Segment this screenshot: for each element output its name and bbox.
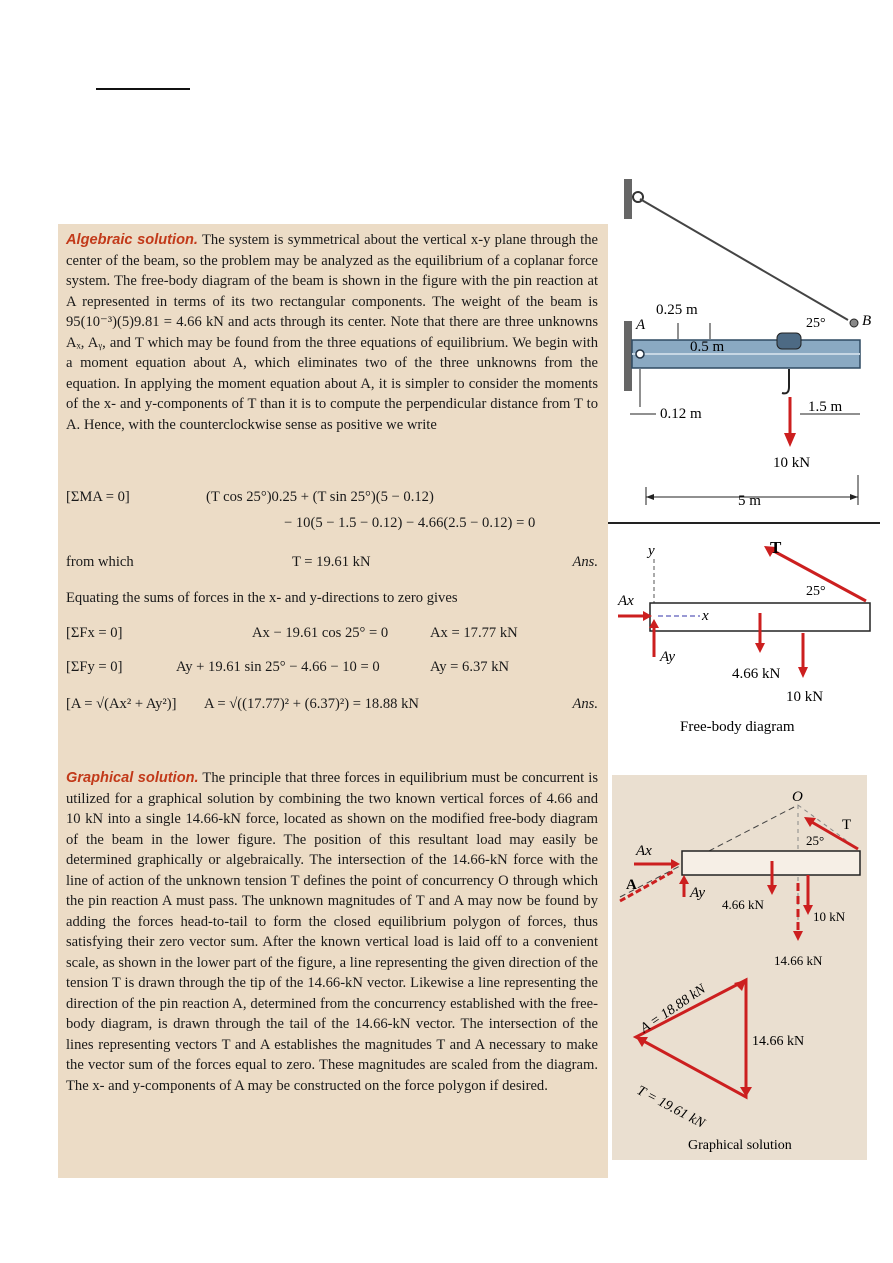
fbd-caption: Free-body diagram xyxy=(680,719,795,735)
t-result: T = 19.61 kN xyxy=(292,554,371,570)
algebraic-body: The system is symmetrical about the vertical x-y plane through the center of the beam, so the problem may be analyzed as the equilibrium of a coplanar force system. The free-body diagram of the beam is shown in the figure with the pin reaction at A represented in terms of its two rectangular components. The weight of the beam is 95(10⁻³)(5)9.81 = 4.66 kN and acts through its center. Note that there are three unknowns Aₓ, Aᵧ, and T which may be found from the three equations of equilibrium. We begin with a moment equation about A, which eliminates two of the three unknowns from the equation. In applying the moment equation about A, it is simpler to consider the moments of the x- and y-components of T than it is to compute the perpendicular distance from T to A. Hence, with the counterclockwise sense as positive we write xyxy=(66,232,598,433)
fy-equation xyxy=(66,659,598,681)
pin-a xyxy=(636,350,644,358)
fbd-10: 10 kN xyxy=(786,689,824,705)
pin-b xyxy=(850,319,858,327)
tension-result xyxy=(66,554,598,576)
graph-10: 10 kN xyxy=(813,909,846,924)
fbd-angle: 25° xyxy=(806,584,826,599)
solution-text-panel xyxy=(58,224,608,1178)
algebraic-heading: Algebraic solution. xyxy=(66,232,198,248)
fy-label: [ΣFy = 0] xyxy=(66,659,123,675)
fbd-ax: Ax xyxy=(618,593,634,609)
moment-line2: − 10(5 − 1.5 − 0.12) − 4.66(2.5 − 0.12) = 0 xyxy=(284,515,536,531)
fbd-t: T xyxy=(770,538,782,557)
algebraic-paragraph xyxy=(66,230,598,435)
fx-eq: Ax − 19.61 cos 25° = 0 xyxy=(252,625,389,641)
from-which: from which xyxy=(66,554,134,570)
fy-result: Ay = 6.37 kN xyxy=(430,659,510,675)
moment-label: [ΣMA = 0] xyxy=(66,489,130,505)
polygon-1466-label: 14.66 kN xyxy=(752,1034,805,1049)
trolley xyxy=(777,333,801,349)
moment-equation-cont xyxy=(66,515,598,537)
graph-1466: 14.66 kN xyxy=(774,953,823,968)
header-underline xyxy=(96,88,190,90)
fbd-figure xyxy=(610,527,880,747)
beam-figure xyxy=(610,175,880,525)
fbd-466: 4.66 kN xyxy=(732,666,781,682)
dim-15: 1.5 m xyxy=(808,399,843,415)
equating-line xyxy=(66,590,598,612)
graph-466: 4.66 kN xyxy=(722,897,764,912)
fy-eq: Ay + 19.61 sin 25° − 4.66 − 10 = 0 xyxy=(176,659,380,675)
graphical-paragraph xyxy=(66,768,598,1096)
ans-1: Ans. xyxy=(572,554,598,570)
graph-caption: Graphical solution xyxy=(688,1138,792,1153)
figure-separator xyxy=(608,522,880,524)
dim-025: 0.25 m xyxy=(656,302,698,318)
a-eq: A = √((17.77)² + (6.37)²) = 18.88 kN xyxy=(204,696,419,712)
polygon-t-label: T = 19.61 kN xyxy=(634,1083,707,1132)
fbd-y: y xyxy=(648,543,655,559)
graphical-figure xyxy=(612,775,867,1165)
fx-result: Ax = 17.77 kN xyxy=(430,625,518,641)
a-equation xyxy=(66,696,598,718)
graphical-heading: Graphical solution. xyxy=(66,770,199,786)
graph-angle: 25° xyxy=(806,833,825,848)
dim-05: 0.5 m xyxy=(690,339,725,355)
equating-text: Equating the sums of forces in the x- and y-directions to zero gives xyxy=(66,590,458,606)
graph-t: T xyxy=(842,817,852,833)
ans-2: Ans. xyxy=(572,696,598,712)
label-b: B xyxy=(862,313,872,329)
wall-lower xyxy=(624,321,632,391)
graph-ax: Ax xyxy=(636,843,652,859)
moment-line1: (T cos 25°)0.25 + (T sin 25°)(5 − 0.12) xyxy=(206,489,434,505)
polygon-a-label: A = 18.88 kN xyxy=(637,981,709,1037)
graph-a: A xyxy=(626,877,637,893)
graphical-body: The principle that three forces in equilibrium must be concurrent is utilized for a graphical solution by combining the two known vertical forces of 4.66 and 10 kN into a single 14.66-kN force, located as shown on the modified free-body diagram of the beam in the lower figure. The position of this resultant load may easily be determined graphically or algebraically. The intersection of the 14.66-kN force with the line of action of the unknown tension T defines the point of concurrency O through which the pin reaction A must pass. The unknown magnitudes of T and A may now be found by adding the forces head-to-tail to form the closed equilibrium polygon of forces, thus satisfying their zero vector sum. After the known vertical load is laid off to a convenient scale, as shown in the lower part of the figure, a line representing the given direction of the tension T is drawn through the tip of the 14.66-kN vector. Likewise a line representing the direction of the pin reaction A, determined from the concurrency established with the free-body diagram, is drawn through the tail of the 14.66-kN vector. The intersection of the lines representing vectors T and A establishes the magnitudes T and A necessary to make the vector sum of the forces equal to zero. These magnitudes are scaled from the diagram. The x- and y-components of A may be constructed on the force polygon if desired. xyxy=(66,770,599,1094)
dim-5m: 5 m xyxy=(738,493,761,509)
graph-o: O xyxy=(792,789,803,805)
angle-25: 25° xyxy=(806,316,826,331)
load-10kn: 10 kN xyxy=(773,455,811,471)
fx-label: [ΣFx = 0] xyxy=(66,625,123,641)
wall-upper xyxy=(624,179,632,219)
a-label: [A = √(Ax² + Ay²)] xyxy=(66,696,177,712)
fx-equation xyxy=(66,625,598,647)
fbd-x: x xyxy=(702,608,709,624)
label-a: A xyxy=(636,317,646,333)
graph-ay: Ay xyxy=(690,885,705,901)
fbd-ay: Ay xyxy=(660,649,675,665)
dim-012: 0.12 m xyxy=(660,406,702,422)
moment-equation xyxy=(66,489,598,511)
